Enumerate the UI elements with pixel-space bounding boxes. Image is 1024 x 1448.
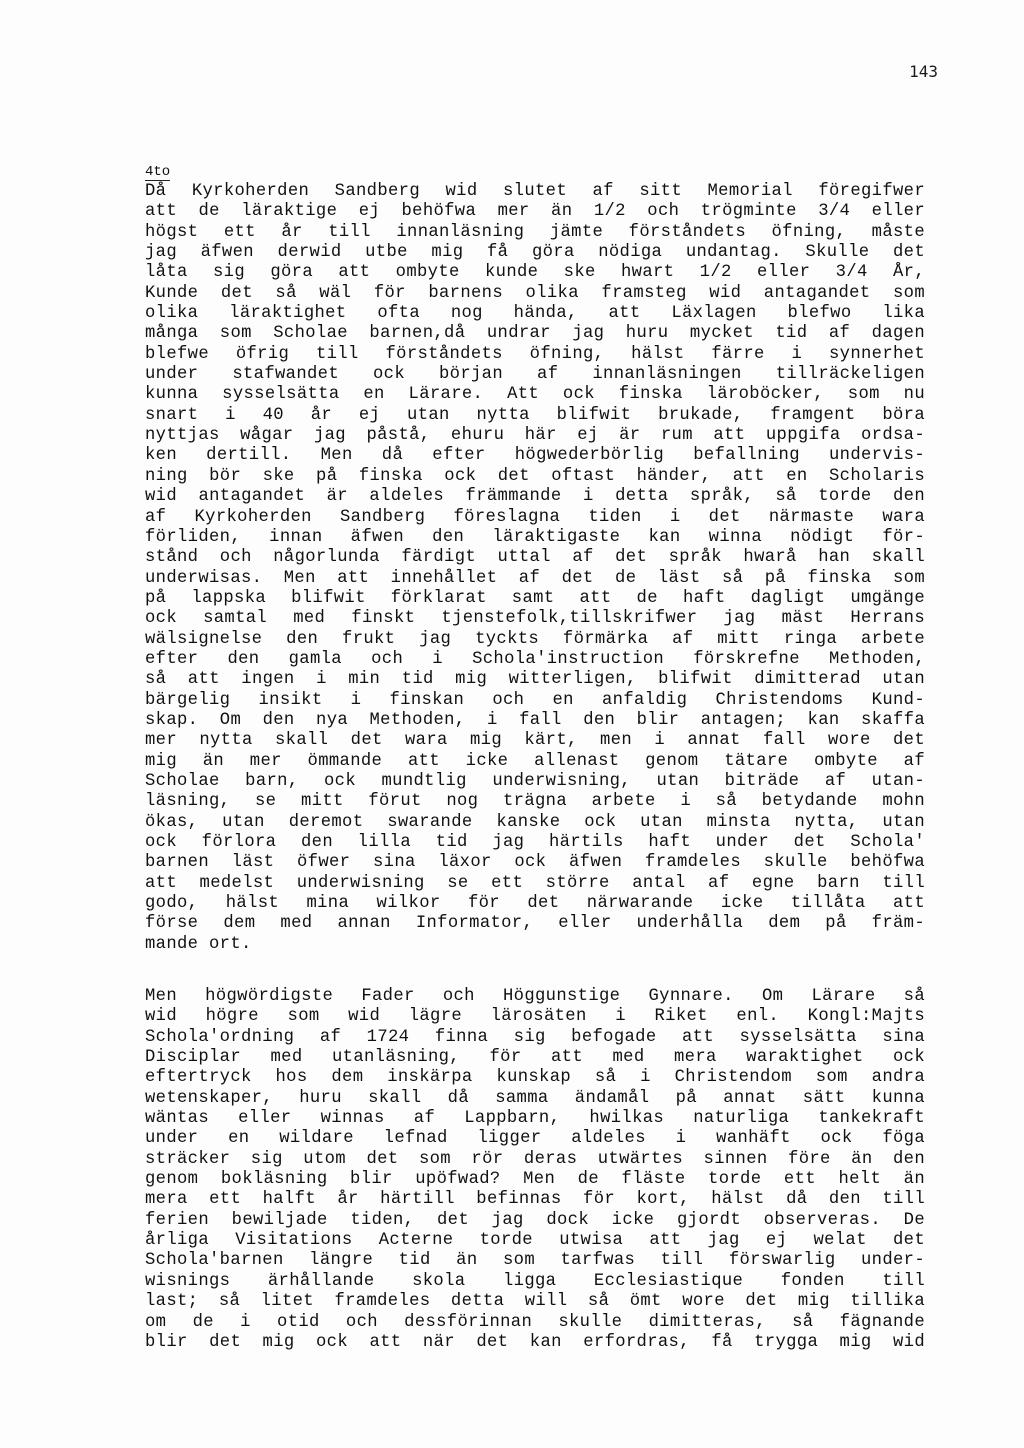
text-line: att de läraktige ej behöfwa mer än 1/2 och trögminte 3/4 eller xyxy=(145,202,925,222)
text-line: genom bokläsning blir upöfwad? Men de fläste torde ett helt än xyxy=(145,1170,925,1190)
text-line: af Kyrkoherden Sandberg föreslagna tiden i det närmaste wara xyxy=(145,507,925,527)
text-line: Disciplar med utanläsning, för att med mera waraktighet ock xyxy=(145,1048,925,1068)
text-line: många som Scholae barnen,då undrar jag huru mycket tid af dagen xyxy=(145,324,925,344)
text-line: Scholae barn, ock mundtlig underwisning, utan biträde af utan- xyxy=(145,771,925,791)
text-line: ferien bewiljade tiden, det jag dock icke gjordt observeras. De xyxy=(145,1210,925,1230)
text-line: under stafwandet ock början af innanläsningen tillräckeligen xyxy=(145,365,925,385)
text-line: jag äfwen derwid utbe mig få göra nödiga undantag. Skulle det xyxy=(145,243,925,263)
text-line: ökas, utan deremot swarande kanske ock utan minsta nytta, utan xyxy=(145,812,925,832)
text-line: ning bör ske på finska ock det oftast händer, att en Scholaris xyxy=(145,466,925,486)
text-line: högst ett år till innanläsning jämte förståndets öfning, måste xyxy=(145,222,925,242)
text-line: wid högre som wid lägre lärosäten i Riket enl. Kongl:Majts xyxy=(145,1007,925,1027)
text-line: underwisas. Men att innehållet af det de läst så på finska som xyxy=(145,568,925,588)
text-line: olika läraktighet ofta nog hända, att Läxlagen blefwo lika xyxy=(145,304,925,324)
text-line: wälsignelse den frukt jag tyckts förmärka af mitt ringa arbete xyxy=(145,629,925,649)
text-line: barnen läst öfwer sina läxor ock äfwen framdeles skulle behöfwa xyxy=(145,853,925,873)
text-line: Kunde det så wäl för barnens olika framsteg wid antagandet som xyxy=(145,283,925,303)
text-line: förse dem med annan Informator, eller underhålla dem på främ- xyxy=(145,914,925,934)
paragraph-2 xyxy=(145,987,925,1353)
text-line: årliga Visitations Acterne torde utwisa att jag ej welat det xyxy=(145,1231,925,1251)
text-line: ock samtal med finskt tjenstefolk,tillskrifwer jag mäst Herrans xyxy=(145,609,925,629)
text-line: Schola'ordning af 1724 finna sig befogade att sysselsätta sina xyxy=(145,1027,925,1047)
section-heading-text: 4to xyxy=(145,164,171,180)
text-line: wisnings ärhållande skola ligga Ecclesiastique fonden till xyxy=(145,1271,925,1291)
text-line: under en wildare lefnad ligger aldeles i wanhäft ock föga xyxy=(145,1129,925,1149)
text-line: mer nytta skall det wara mig kärt, men i annat fall wore det xyxy=(145,731,925,751)
text-line: ock förlora den lilla tid jag härtils haft under det Schola' xyxy=(145,833,925,852)
text-line: mig än mer ömmande att icke allenast genom tätare ombyte af xyxy=(145,751,925,771)
text-line: godo, hälst mina wilkor för det närwarande icke tillåta att xyxy=(145,894,925,914)
text-line: blefwe öfrig till förståndets öfning, hälst färre i synnerhet xyxy=(145,344,925,364)
text-line: eftertryck hos dem inskärpa kunskap så i Christendom som andra xyxy=(145,1068,925,1088)
text-line: låta sig göra att ombyte kunde ske hwart 1/2 eller 3/4 År, xyxy=(145,263,925,283)
text-line: mera ett halft år härtill befinnas för kort, hälst då den till xyxy=(145,1190,925,1210)
text-line: efter den gamla och i Schola'instruction förskrefne Methoden, xyxy=(145,649,925,669)
text-line: wetenskaper, huru skall då samma ändamål på annat sätt kunna xyxy=(145,1088,925,1108)
text-line: wid antagandet är aldeles främmande i detta språk, så torde den xyxy=(145,487,925,507)
paragraph-1 xyxy=(145,162,925,955)
text-line: skap. Om den nya Methoden, i fall den blir antagen; kan skaffa xyxy=(145,710,925,730)
text-line: bärgelig insikt i finskan och en anfaldig Christendoms Kund- xyxy=(145,690,925,710)
text-line: att medelst underwisning se ett större antal af egne barn till xyxy=(145,873,925,893)
text-line: ken dertill. Men då efter högwederbörlig befallning undervis- xyxy=(145,446,925,466)
text-line: sträcker sig utom det som rör deras utwärtes sinnen före än den xyxy=(145,1149,925,1169)
section-heading xyxy=(145,162,925,182)
text-line: på lappska blifwit förklarat samt att de haft dagligt umgänge xyxy=(145,588,925,608)
text-line: Då Kyrkoherden Sandberg wid slutet af sitt Memorial föregifwer xyxy=(145,182,925,201)
text-line: så att ingen i min tid mig witterligen, blifwit dimitterad utan xyxy=(145,670,925,690)
text-line: stånd och någorlunda färdigt uttal af det språk hwarå han skall xyxy=(145,548,925,568)
text-line: blir det mig ock att när det kan erfordras, få trygga mig wid xyxy=(145,1332,925,1352)
text-line: nyttjas wågar jag påstå, ehuru här ej är rum att uppgifa ordsa- xyxy=(145,426,925,446)
text-line: wäntas eller winnas af Lappbarn, hwilkas naturliga tankekraft xyxy=(145,1109,925,1129)
text-line: Schola'barnen längre tid än som tarfwas till förswarlig under- xyxy=(145,1251,925,1271)
text-line: last; så litet framdeles detta will så ömt wore det mig tillika xyxy=(145,1292,925,1312)
text-line: Men högwördigste Fader och Höggunstige Gynnare. Om Lärare så xyxy=(145,987,925,1006)
text-line: förliden, innan äfwen den läraktigaste kan winna nödigt för- xyxy=(145,527,925,547)
text-line: läsning, se mitt förut nog trägna arbete i så betydande mohn xyxy=(145,792,925,812)
page-number: 143 xyxy=(909,62,938,81)
text-line: snart i 40 år ej utan nytta blifwit brukade, framgent böra xyxy=(145,405,925,425)
text-line: kunna sysselsätta en Lärare. Att ock finska läroböcker, som nu xyxy=(145,385,925,405)
text-line: mande ort. xyxy=(145,934,252,954)
text-line: om de i otid och dessförinnan skulle dimitteras, så fägnande xyxy=(145,1312,925,1332)
